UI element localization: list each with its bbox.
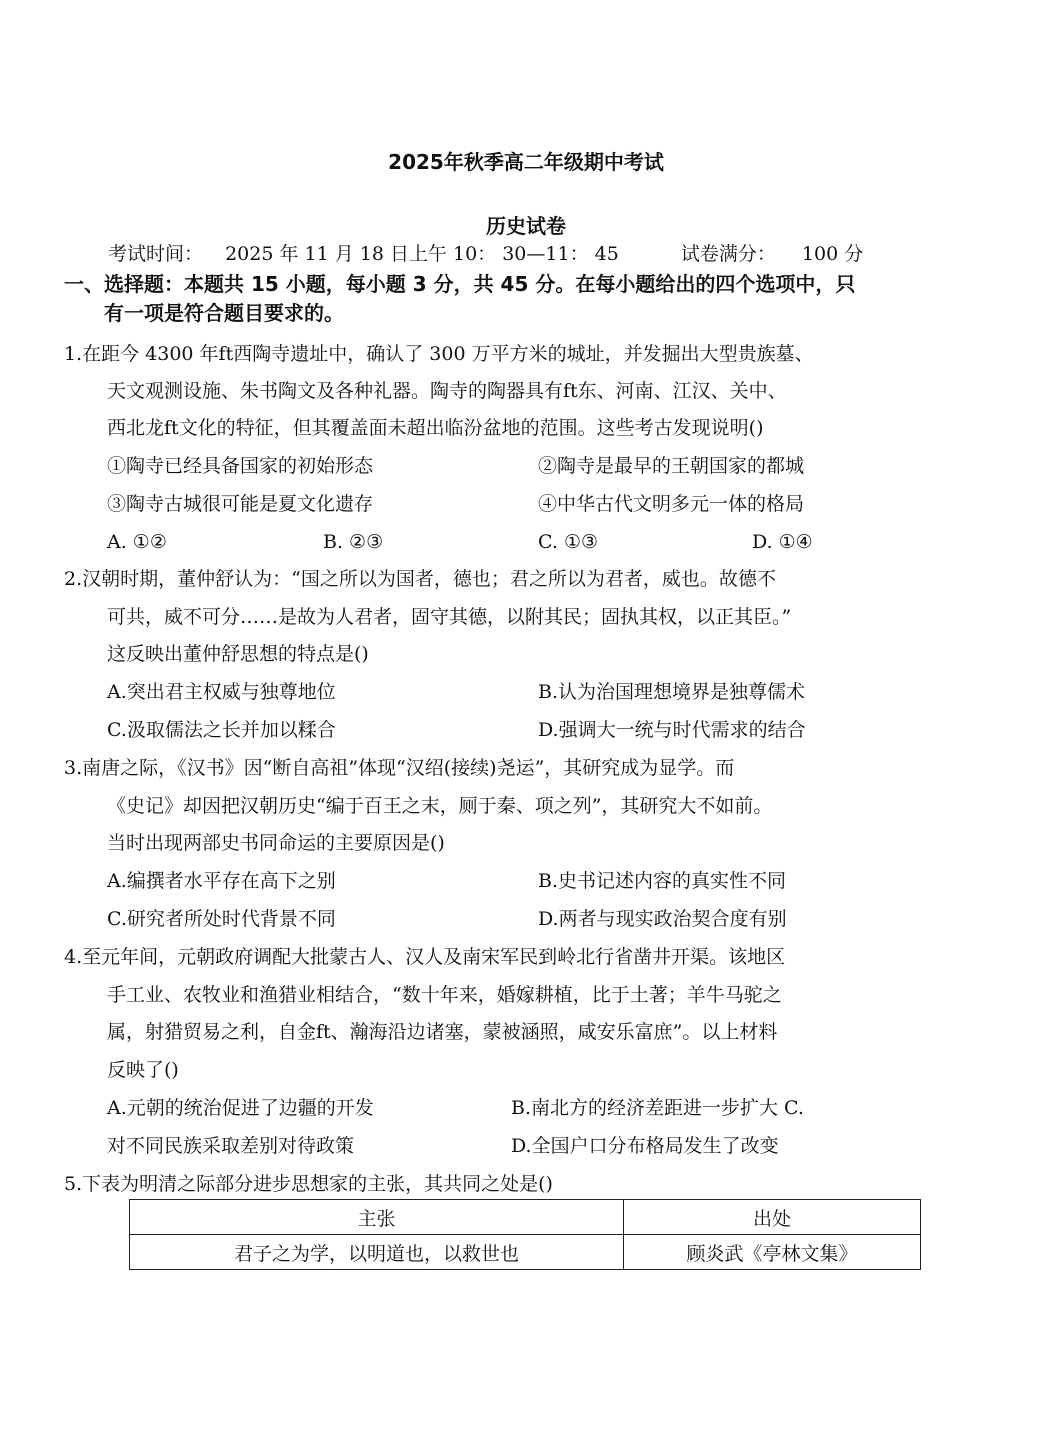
- q4-option-d: D.全国户口分布格局发生了改变: [511, 1135, 779, 1157]
- q4-option-b: B.南北方的经济差距进一步扩大 C.: [511, 1097, 804, 1119]
- table-header-row: [130, 1200, 921, 1235]
- q2-option-d: D.强调大一统与时代需求的结合: [538, 719, 806, 741]
- q1-option-c: C. ①③: [538, 531, 599, 553]
- exam-title: 2025年秋季高二年级期中考试: [388, 150, 664, 174]
- exam-meta: [108, 242, 863, 266]
- q4-line-4: 反映了(): [107, 1059, 179, 1081]
- section-heading-line1: 一、选择题：本题共 15 小题，每小题 3 分，共 45 分。在每小题给出的四个选项中，只: [64, 272, 856, 296]
- q5-table: [129, 1199, 921, 1270]
- q3-option-c: C.研究者所处时代背景不同: [107, 908, 336, 930]
- q1-item-3: ③陶寺古城很可能是夏文化遗存: [107, 493, 374, 515]
- table-row: [130, 1235, 921, 1270]
- q2-line-2: 可共，威不可分……是故为人君者，固守其德，以附其民；固执其权，以正其臣。”: [107, 606, 792, 628]
- q2-line-1: 2.汉朝时期，董仲舒认为：“国之所以为国者，德也；君之所以为君者，威也。故德不: [64, 568, 776, 590]
- q1-line-3: 西北龙ft文化的特征，但其覆盖面未超出临汾盆地的范围。这些考古发现说明(): [107, 417, 764, 439]
- time-label: 考试时间：: [108, 243, 204, 265]
- q4-option-c: 对不同民族采取差别对待政策: [107, 1135, 355, 1157]
- q1-line-2: 天文观测设施、朱书陶文及各种礼器。陶寺的陶器具有ft东、河南、江汉、关中、: [107, 380, 787, 402]
- q1-option-d: D. ①④: [752, 531, 813, 553]
- score-label: 试卷满分：: [680, 243, 776, 265]
- table-cell: 顾炎武《亭林文集》: [623, 1235, 920, 1270]
- q4-line-2: 手工业、农牧业和渔猎业相结合，“数十年来，婚嫁耕植，比于土著；羊牛马驼之: [107, 984, 782, 1006]
- q4-line-3: 属，射猎贸易之利，自金ft、瀚海沿边诸塞，蒙被涵照，咸安乐富庶”。以上材料: [107, 1021, 778, 1043]
- q3-option-d: D.两者与现实政治契合度有别: [538, 908, 787, 930]
- q3-option-a: A.编撰者水平存在高下之别: [107, 870, 336, 892]
- subject-title: 历史试卷: [486, 214, 566, 238]
- q1-item-2: ②陶寺是最早的王朝国家的都城: [538, 455, 805, 477]
- q2-option-c: C.汲取儒法之长并加以糅合: [107, 719, 336, 741]
- table-header-cell: 主张: [130, 1200, 624, 1235]
- section-heading-line2: 有一项是符合题目要求的。: [104, 301, 344, 325]
- score-value: 100 分: [801, 243, 864, 265]
- q1-line-1: 1.在距今 4300 年ft西陶寺遗址中，确认了 300 万平方米的城址，并发掘出大型贵族墓、: [64, 343, 814, 365]
- q3-line-1: 3.南唐之际，《汉书》因“断自高祖”体现“汉绍(接续)尧运”，其研究成为显学。而: [64, 757, 735, 779]
- time-value: 2025 年 11 月 18 日上午 10： 30—11： 45: [225, 243, 619, 265]
- q3-line-3: 当时出现两部史书同命运的主要原因是(): [107, 832, 445, 854]
- q2-option-a: A.突出君主权威与独尊地位: [107, 681, 336, 703]
- table-header-cell: 出处: [623, 1200, 920, 1235]
- q1-item-1: ①陶寺已经具备国家的初始形态: [107, 455, 374, 477]
- table-cell: 君子之为学，以明道也，以救世也: [130, 1235, 624, 1270]
- q5-line-1: 5.下表为明清之际部分进步思想家的主张，其共同之处是(): [64, 1173, 553, 1195]
- q1-option-a: A. ①②: [107, 531, 167, 553]
- q1-item-4: ④中华古代文明多元一体的格局: [538, 493, 805, 515]
- q2-line-3: 这反映出董仲舒思想的特点是(): [107, 643, 369, 665]
- q1-option-b: B. ②③: [323, 531, 384, 553]
- q4-option-a: A.元朝的统治促进了边疆的开发: [107, 1097, 374, 1119]
- q2-option-b: B.认为治国理想境界是独尊儒术: [538, 681, 806, 703]
- q3-option-b: B.史书记述内容的真实性不同: [538, 870, 787, 892]
- q3-line-2: 《史记》却因把汉朝历史“编于百王之末，厕于秦、项之列”，其研究大不如前。: [107, 795, 773, 817]
- q4-line-1: 4.至元年间，元朝政府调配大批蒙古人、汉人及南宋军民到岭北行省凿井开渠。该地区: [64, 946, 786, 968]
